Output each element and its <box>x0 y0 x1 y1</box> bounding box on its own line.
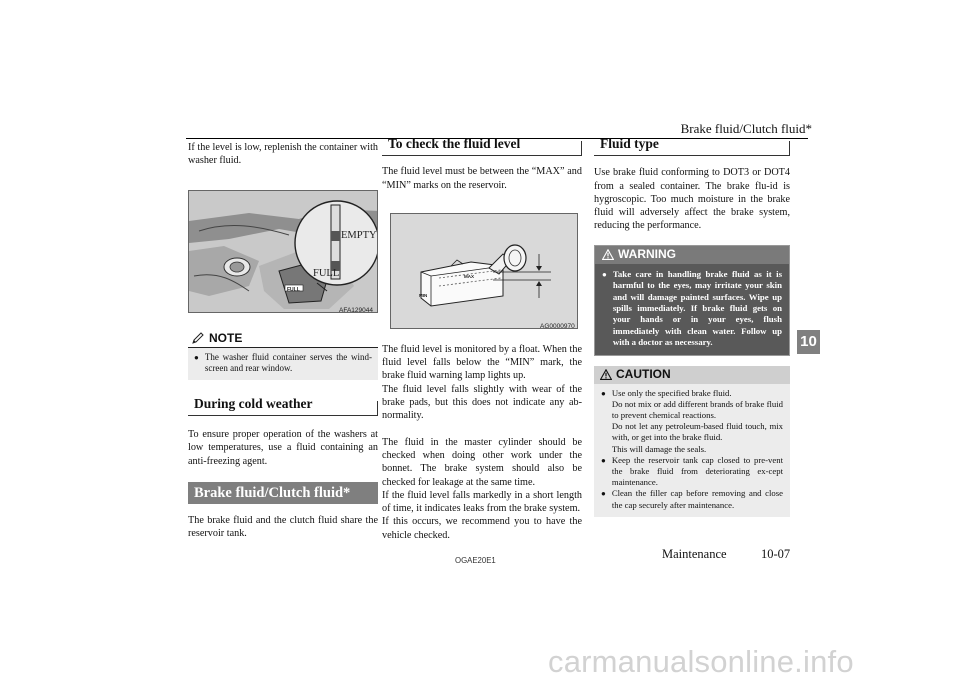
warning-box <box>594 245 790 356</box>
chapter-tab: 10 <box>797 330 820 354</box>
brake-reservoir-illustration <box>391 214 578 329</box>
note-heading-text: NOTE <box>209 330 243 345</box>
section-intro-text: The brake fluid and the clutch fluid share the reservoir tank. <box>188 514 378 540</box>
figure-code: AG0000970 <box>540 322 575 329</box>
float-monitor-text: The fluid level is monitored by a float. When the fluid level falls below the “MIN” mark, the brake fluid warning lamp lights up. <box>382 343 582 382</box>
bullet-icon: ● <box>194 352 199 362</box>
page-number: 10-07 <box>761 547 791 561</box>
caution-item <box>601 488 783 510</box>
fluid-type-heading: Fluid type <box>594 137 790 156</box>
empty-mark-label: EMPTY <box>341 229 377 241</box>
full-mark-label: FULL <box>313 267 340 279</box>
note-box <box>188 329 378 380</box>
bullet-icon: ● <box>601 489 606 499</box>
cold-weather-heading: During cold weather <box>188 397 378 416</box>
washer-refill-text: If the level is low, replenish the container with washer fluid. <box>188 142 378 167</box>
pad-wear-text: The fluid level falls slightly with wear of the brake pads, but this does not indicate any ab-normality. <box>382 383 582 422</box>
running-header-title: Brake fluid/Clutch fluid* <box>680 121 812 136</box>
caution-heading-text: CAUTION <box>616 366 671 381</box>
figure-code: AFA129044 <box>339 306 373 313</box>
bullet-icon: ● <box>601 455 606 465</box>
warning-heading-text: WARNING <box>618 247 676 262</box>
master-cylinder-text: The fluid in the master cylinder should be checked when doing other work under the bonnet. The brake system should also be checked for leakage at the same time. <box>382 436 582 488</box>
full-tag-label: FULL <box>287 286 300 293</box>
column-1 <box>188 141 378 541</box>
note-heading <box>188 329 378 348</box>
caution-triangle-icon <box>600 369 612 380</box>
column-3 <box>594 136 790 517</box>
bullet-icon: ● <box>602 269 607 279</box>
washer-reservoir-figure <box>188 190 378 313</box>
check-fluid-text: The fluid level must be between the “MAX” and “MIN” marks on the reservoir. <box>382 166 582 191</box>
warning-heading <box>595 246 789 264</box>
recommend-check-text: If this occurs, we recommend you to have the vehicle checked. <box>382 516 582 541</box>
caution-line: Use only the specified brake fluid. <box>611 387 732 398</box>
caution-heading <box>594 366 790 384</box>
washer-reservoir-illustration <box>189 191 378 313</box>
caution-box <box>594 366 790 517</box>
leak-text: If the fluid level falls markedly in a short length of time, it indicates leaks from the brake system. <box>382 489 582 515</box>
caution-line: This will damage the seals. <box>611 443 707 454</box>
cold-weather-text: To ensure proper operation of the washers at low temperatures, use a fluid containing an anti-freezing agent. <box>188 429 378 467</box>
section-banner: Brake fluid/Clutch fluid* <box>188 482 378 504</box>
pencil-icon <box>192 332 204 344</box>
warning-triangle-icon <box>602 249 614 260</box>
max-mark-label: MAX <box>464 273 474 279</box>
column-2 <box>382 136 582 542</box>
check-fluid-heading: To check the fluid level <box>382 137 582 156</box>
caution-line: Clean the filler cap before removing and close the cap securely after maintenance. <box>611 488 783 510</box>
caution-line: Do not let any petroleum-based fluid touch, mix with, or get into the brake fluid. <box>611 421 783 443</box>
note-text: The washer fluid container serves the wind-screen and rear window. <box>204 351 372 374</box>
watermark: carmanualsonline.info <box>548 644 854 679</box>
caution-line: Do not mix or add different brands of brake fluid to prevent chemical reactions. <box>611 398 783 421</box>
document-code: OGAE20E1 <box>455 556 496 565</box>
min-mark-label: MIN <box>419 292 428 298</box>
footer-section-name: Maintenance <box>662 547 727 561</box>
bullet-icon: ● <box>601 388 606 398</box>
caution-item <box>601 455 783 489</box>
caution-line: Keep the reservoir tank cap closed to pre-vent the brake fluid from deteriorating ex-cept maintenance. <box>611 454 783 488</box>
brake-reservoir-figure <box>390 213 578 329</box>
warning-text: Take care in handling brake fluid as it is harmful to the eyes, may irritate your skin and will damage painted surfaces. Wipe up spills immediately. If brake fluid gets on your hands or in your eyes, flush immediately with clean water. Follow up with a doctor as necessary. <box>612 268 782 348</box>
fluid-type-text: Use brake fluid conforming to DOT3 or DOT4 from a sealed container. The brake flu-id is hygroscopic. Too much moisture in the brake fluid will adversely affect the brake system, reducing the performance. <box>594 167 790 232</box>
caution-item <box>601 388 783 455</box>
